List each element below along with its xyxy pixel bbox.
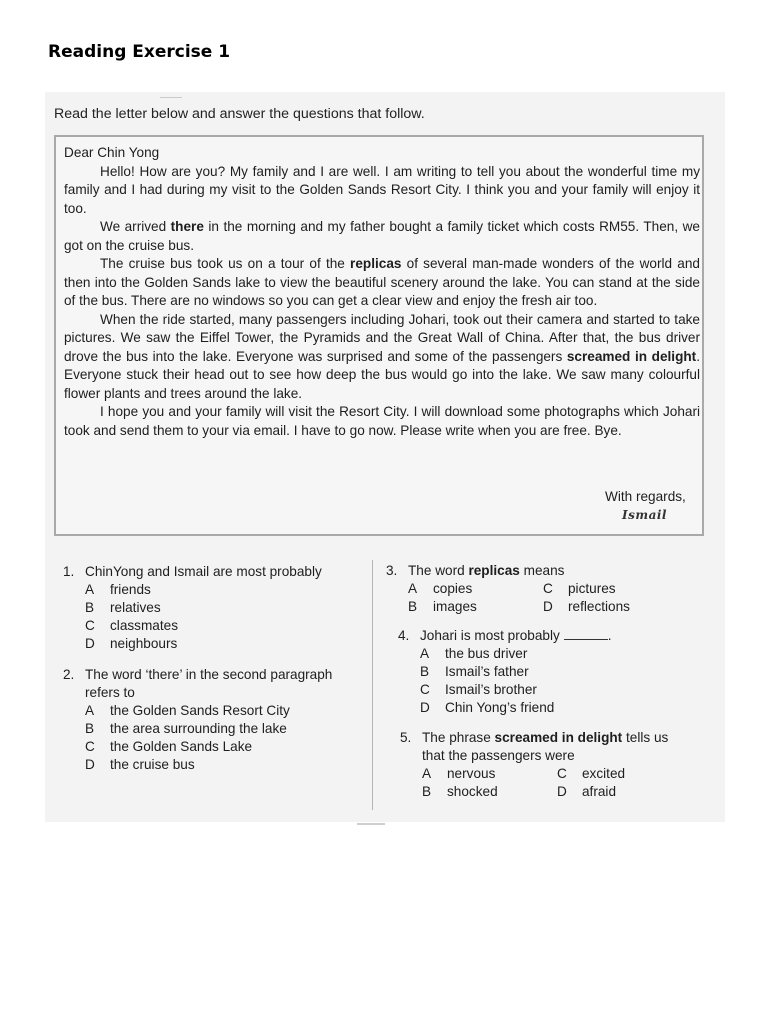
option-letter: D <box>557 784 567 799</box>
option-text: neighbours <box>110 636 178 651</box>
option-text: friends <box>110 582 151 597</box>
option-b[interactable] <box>422 783 557 801</box>
option-a[interactable] <box>422 765 557 783</box>
keyword-there: there <box>170 219 204 234</box>
option-text: reflections <box>568 599 630 614</box>
option-letter: D <box>543 599 553 614</box>
letter-closing: With regards, <box>605 489 686 504</box>
text-run: The cruise bus took us on a tour of the <box>100 256 351 271</box>
option-a[interactable] <box>420 645 698 663</box>
option-letter: D <box>420 700 430 715</box>
option-b[interactable] <box>420 663 698 681</box>
text-run: . Everyone stuck their head out to see how deep the bus would go into the lake. We saw many colourful flower plants and trees around the lake. <box>64 348 700 401</box>
text-run: means <box>519 563 565 578</box>
text-run: . <box>607 628 612 643</box>
option-text: pictures <box>568 581 616 596</box>
option-d[interactable] <box>85 635 363 653</box>
option-d[interactable] <box>420 699 698 717</box>
text-run: The word <box>408 563 469 578</box>
option-letter: C <box>420 682 430 697</box>
text-run: in the morning and my father bought a family ticket which costs RM55. Then, we got on the cruise bus. <box>64 219 700 253</box>
question-2-stem-line-2 <box>63 684 368 702</box>
option-b[interactable] <box>85 599 363 617</box>
option-letter: D <box>85 757 95 772</box>
option-c[interactable] <box>543 580 663 598</box>
option-b[interactable] <box>408 598 543 616</box>
option-text: the area surrounding the lake <box>110 721 287 736</box>
spacer <box>63 684 85 702</box>
question-3-stem <box>386 562 706 580</box>
option-c[interactable] <box>85 617 363 635</box>
option-text: the Golden Sands Lake <box>110 739 253 754</box>
option-letter: D <box>85 636 95 651</box>
letter-paragraph-2 <box>64 218 700 255</box>
option-text: excited <box>582 766 626 781</box>
question-text <box>408 562 564 580</box>
text-run: When the ride started, many passengers including Johari, took out their camera and started to take pictures. We saw the Eiffel Tower, the Pyramids and the Great Wall of China. After that, the bus driver drove the bus into the lake. Everyone was surprised and some of the passengers <box>64 311 700 364</box>
question-text: ChinYong and Ismail are most probably <box>85 564 322 579</box>
question-1-stem <box>63 563 363 581</box>
letter-greeting: Dear Chin Yong <box>64 145 160 160</box>
text-run: tells us <box>622 730 669 745</box>
keyword-replicas: replicas <box>468 563 520 578</box>
page-title: Reading Exercise 1 <box>48 42 231 62</box>
option-text: the cruise bus <box>110 757 195 772</box>
option-letter: B <box>422 784 432 799</box>
instruction: Read the letter below and answer the questions that follow. <box>54 106 425 122</box>
question-2-stem <box>63 666 368 684</box>
option-text: Ismail’s father <box>445 664 529 679</box>
option-letter: A <box>408 581 418 596</box>
keyword-screamed-in-delight: screamed in delight <box>566 348 697 364</box>
scan-mark-top <box>160 97 182 98</box>
option-letter: A <box>85 703 95 718</box>
letter-paragraph-4 <box>64 311 700 404</box>
option-text: relatives <box>110 600 161 615</box>
option-letter: B <box>85 721 95 736</box>
option-text: classmates <box>110 618 178 633</box>
text-run: We arrived <box>100 219 171 234</box>
question-number: 3. <box>386 563 398 578</box>
option-text: the Golden Sands Resort City <box>110 703 290 718</box>
option-text: shocked <box>447 784 498 799</box>
question-text <box>422 729 668 747</box>
option-a[interactable] <box>85 581 363 599</box>
question-number: 5. <box>400 730 412 745</box>
option-letter: B <box>408 599 418 614</box>
text-run: Johari is most probably <box>420 628 560 643</box>
option-text: afraid <box>582 784 617 799</box>
option-a[interactable] <box>85 702 368 720</box>
question-number: 4. <box>398 628 410 643</box>
option-letter: B <box>85 600 95 615</box>
option-letter: A <box>422 766 432 781</box>
keyword-replicas: replicas <box>350 256 402 271</box>
option-text: Ismail’s brother <box>445 682 537 697</box>
option-c[interactable] <box>85 738 368 756</box>
question-1 <box>63 563 363 653</box>
question-text: The word ‘there’ in the second paragraph <box>85 667 333 682</box>
letter-paragraph-3 <box>64 255 700 311</box>
letter-paragraph-5: I hope you and your family will visit the Resort City. I will download some photographs which Johari took and send them to your via email. I have to go now. Please write when you are free. Bye. <box>64 404 700 438</box>
letter-body <box>64 144 700 440</box>
option-d[interactable] <box>557 783 677 801</box>
option-a[interactable] <box>408 580 543 598</box>
spacer <box>400 747 422 765</box>
letter-paragraph-1: Hello! How are you? My family and I are well. I am writing to tell you about the wonderful time my family and I had during my visit to the Golden Sands Resort City. I think you and your family will enjoy it too. <box>64 163 700 216</box>
question-text: refers to <box>85 685 135 700</box>
option-text: images <box>433 599 477 614</box>
text-run: of several man-made wonders of the world and then into the Golden Sands lake to view the beautiful scenery around the lake. You can stand at the side of the bus. There are no windows so you can get a clear view and enjoy the fresh air too. <box>64 256 700 308</box>
question-2 <box>63 666 368 774</box>
option-b[interactable] <box>85 720 368 738</box>
column-divider <box>372 560 373 810</box>
question-text: that the passengers were <box>422 748 575 763</box>
option-text: the bus driver <box>445 646 528 661</box>
question-4 <box>398 627 698 717</box>
option-text: Chin Yong’s friend <box>445 700 555 715</box>
letter-signature: Ismail <box>622 508 667 522</box>
option-letter: C <box>543 581 553 596</box>
question-5 <box>400 729 710 801</box>
question-5-stem-line-2 <box>400 747 710 765</box>
answer-blank <box>564 628 608 640</box>
question-text <box>420 627 612 645</box>
letter-box <box>54 135 704 536</box>
text-run: The phrase <box>422 730 495 745</box>
question-3 <box>386 562 706 616</box>
question-number: 2. <box>63 667 75 682</box>
option-c[interactable] <box>557 765 677 783</box>
option-letter: A <box>85 582 95 597</box>
option-letter: C <box>85 739 95 754</box>
option-d[interactable] <box>543 598 663 616</box>
question-4-stem <box>398 627 698 645</box>
option-letter: C <box>85 618 95 633</box>
option-letter: B <box>420 664 430 679</box>
option-c[interactable] <box>420 681 698 699</box>
question-5-stem <box>400 729 710 747</box>
question-number: 1. <box>63 564 75 579</box>
keyword-screamed-in-delight: screamed in delight <box>494 730 623 745</box>
option-letter: C <box>557 766 567 781</box>
question-5-options <box>422 765 710 801</box>
scan-mark-bottom <box>357 823 385 825</box>
option-letter: A <box>420 646 430 661</box>
option-d[interactable] <box>85 756 368 774</box>
question-3-options <box>408 580 706 616</box>
option-text: copies <box>433 581 473 596</box>
option-text: nervous <box>447 766 496 781</box>
